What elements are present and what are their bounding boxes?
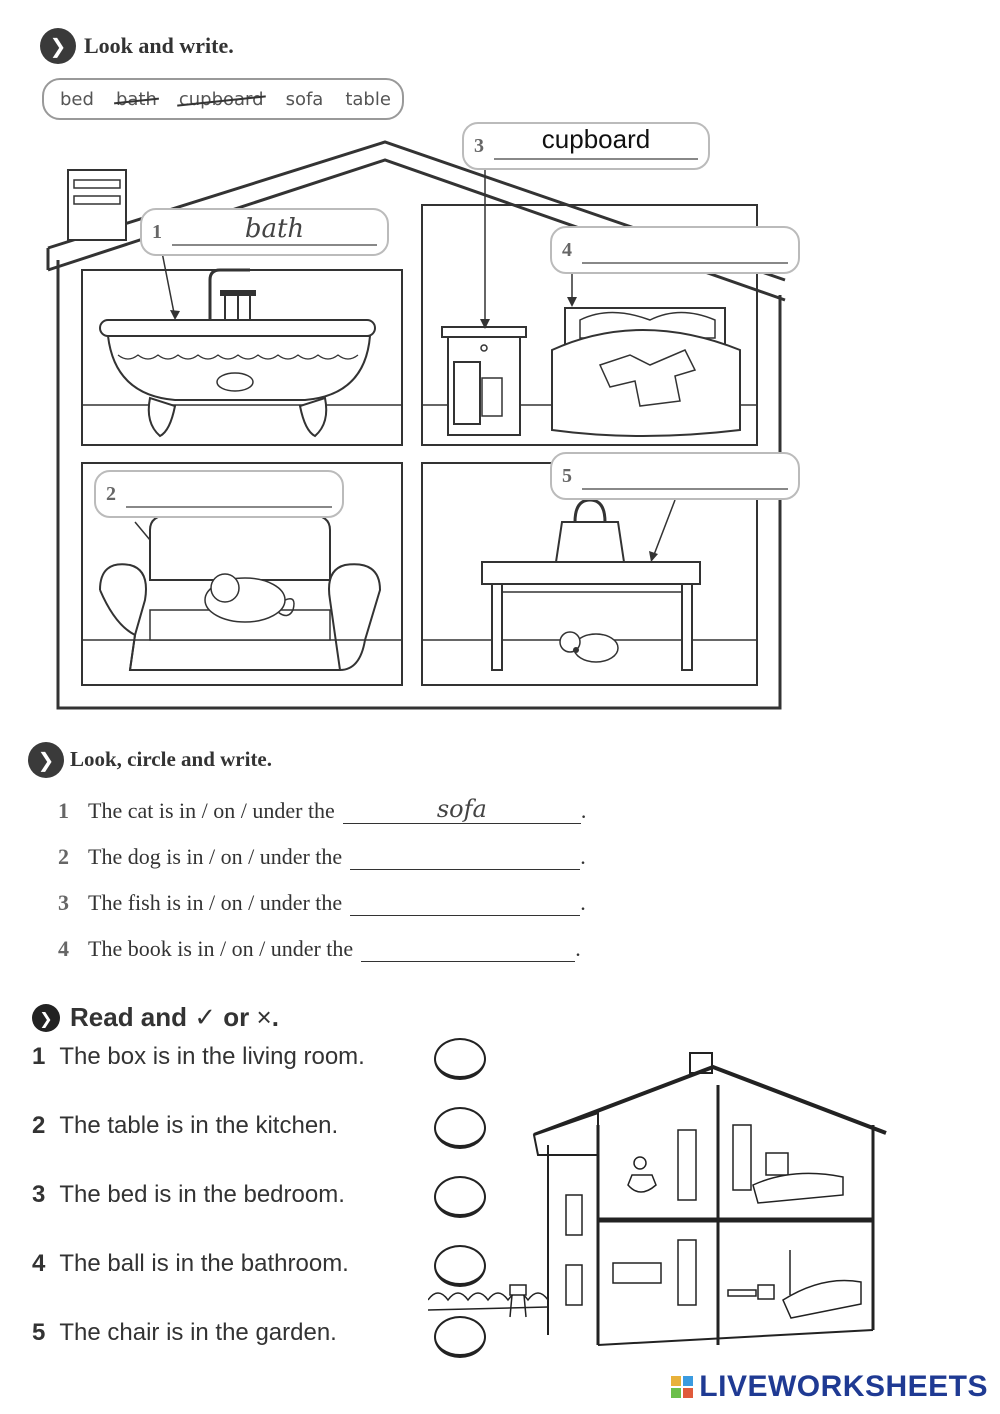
sentence-number: 2 [58, 844, 69, 869]
read-item [32, 1250, 349, 1278]
sentence-answer: sofa [436, 795, 487, 823]
cross-icon: × [256, 1002, 272, 1032]
label-1 [140, 208, 389, 256]
sentence-blank[interactable] [361, 933, 575, 962]
read-item-text: The chair is in the garden. [59, 1319, 337, 1346]
label-number: 4 [562, 238, 572, 261]
label-answer-line[interactable] [494, 132, 698, 160]
sentence-row: 4 The book is in / on / under the . [58, 933, 581, 962]
label-answer-input[interactable] [582, 453, 788, 486]
sentence-text: The book is in / on / under the [88, 936, 354, 961]
read-item [32, 1112, 338, 1140]
sentence-text: The dog is in / on / under the [88, 844, 343, 869]
word-bank-item: sofa [285, 88, 324, 110]
read-item-number: 2 [32, 1112, 46, 1139]
sentence-blank [343, 795, 581, 824]
label-number: 3 [474, 134, 484, 157]
tick-icon: ✓ [194, 1002, 217, 1032]
brand-name: LIVEWORKSHEETS [699, 1370, 988, 1403]
sentence-row: 2 The dog is in / on / under the . [58, 841, 586, 870]
read-item-number: 5 [32, 1319, 46, 1346]
label-answer-line[interactable] [582, 236, 788, 264]
label-answer-line [172, 214, 377, 246]
read-item [32, 1319, 337, 1347]
logo-icon [671, 1376, 693, 1398]
sentence-text: The fish is in / on / under the [88, 890, 343, 915]
read-item-number: 3 [32, 1181, 46, 1208]
label-answer-input[interactable] [582, 227, 788, 260]
sentence-blank[interactable] [350, 841, 580, 870]
sentence-blank[interactable] [350, 887, 580, 916]
label-3 [462, 122, 710, 170]
section-arrow-icon: ❯ [28, 742, 64, 778]
liveworksheets-logo [671, 1370, 988, 1404]
read-item [32, 1043, 365, 1071]
read-item-text: The table is in the kitchen. [59, 1112, 339, 1139]
sentence-answer-input[interactable] [361, 931, 575, 959]
read-item-number: 1 [32, 1043, 46, 1070]
word-bank [42, 78, 404, 120]
sentence-row: 3 The fish is in / on / under the . [58, 887, 586, 916]
label-5 [550, 452, 800, 500]
section3-title-mid: or [223, 1002, 250, 1032]
section3-title: Read and ✓ or ×. [70, 1002, 279, 1032]
sentence-row: 1 The cat is in / on / under the sofa . [58, 795, 587, 823]
read-item-text: The box is in the living room. [59, 1043, 365, 1070]
sentence-number: 3 [58, 890, 69, 915]
label-4 [550, 226, 800, 274]
label-answer-line[interactable] [126, 480, 332, 508]
read-item-text: The bed is in the bedroom. [59, 1181, 345, 1208]
section-arrow-icon: ❯ [40, 28, 76, 64]
section-arrow-icon: ❯ [32, 1004, 60, 1032]
section3-title-prefix: Read and [70, 1002, 188, 1032]
label-number: 5 [562, 464, 572, 487]
label-answer-input[interactable] [126, 471, 332, 504]
word-bank-item: bath [115, 88, 157, 110]
word-bank-item: bed [60, 88, 94, 110]
read-item-number: 4 [32, 1250, 46, 1277]
label-number: 1 [152, 220, 162, 243]
sentence-number: 4 [58, 936, 69, 961]
house-rooms-illustration [428, 1045, 904, 1365]
read-item [32, 1181, 345, 1209]
section1-title: Look and write. [84, 33, 234, 58]
sentence-number: 1 [58, 798, 69, 823]
label-answer: bath [244, 214, 305, 244]
sentence-text: The cat is in / on / under the [88, 798, 335, 823]
section2-title: Look, circle and write. [70, 747, 273, 771]
label-answer-input[interactable] [494, 123, 698, 156]
label-answer-line[interactable] [582, 462, 788, 490]
word-bank-item: cupboard [178, 88, 264, 110]
sentence-answer-input[interactable] [350, 839, 580, 867]
word-bank-item: table [345, 88, 391, 110]
read-item-text: The ball is in the bathroom. [59, 1250, 349, 1277]
label-number: 2 [106, 482, 116, 505]
sentence-answer-input[interactable] [350, 885, 580, 913]
label-2 [94, 470, 344, 518]
